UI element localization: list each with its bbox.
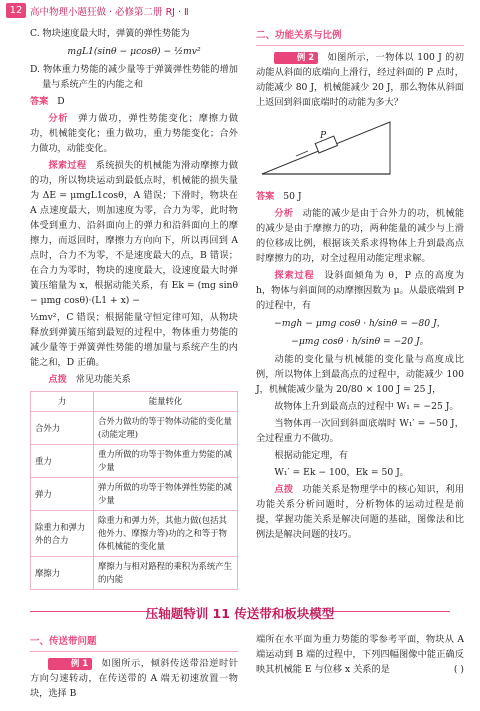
explore-text-2: ½mv²，C 错误；根据能量守恒定律可知，从物块释放到弹簧压缩到最短的过程中，物体重力势能的减少量等于弹簧弹性势能的增加量与系统产生的内能之和，D 正确。 [30, 312, 238, 368]
explore-paragraph [256, 268, 464, 313]
table-cell: 除重力和弹力外，其他力做(包括其他外力、摩擦力等)功的之和等于物体机械能的变化量 [94, 511, 238, 557]
explore-label: 探索过程 [274, 270, 315, 281]
bottom-section-title: 一、传送带问题 [30, 634, 238, 652]
bottom-example-paragraph [30, 656, 238, 701]
table-header-row [31, 392, 238, 412]
tip-text: 功能关系是物理学中的核心知识，利用功能关系分析问题时，分析物体的运动过程是前提，掌握功能关系是解决问题的基础，图像法和比例法是解决问题的技巧。 [256, 484, 465, 540]
option-d: D. 物体重力势能的减少量等于弹簧弹性势能的增加量与系统产生的内能之和 [30, 64, 238, 90]
table-row [31, 478, 238, 511]
analysis-paragraph [256, 206, 464, 266]
explore-text: 设斜面倾角为 θ，P 点的高度为 h，物体与斜面间的动摩擦因数为 μ。从最底端到 P 的过程中，有 [256, 270, 465, 311]
block-group [315, 136, 337, 153]
table-row [31, 412, 238, 445]
chapter-banner [0, 600, 480, 624]
analysis-label: 分析 [48, 113, 69, 124]
tip-line [30, 372, 238, 387]
table-cell: 合外力 [31, 412, 94, 445]
tip-paragraph [256, 482, 464, 542]
table-cell: 重力所做的功等于物体重力势能的减少量 [94, 445, 238, 478]
answer-line [256, 189, 464, 204]
tip-label: 点拨 [274, 484, 294, 495]
bottom-example-text: 如图所示，倾斜传送带沿逆时针方向匀速转动，在传送带的 A 端无初速放置一物块，选择 B [30, 658, 239, 699]
option-c-formula: mgL1(sinθ − μcosθ) − ½mv² [67, 46, 201, 57]
table-cell: 重力 [31, 445, 94, 478]
table-header: 能量转化 [94, 392, 238, 412]
example-text: 如图所示，一物体以 100 J 的初动能从斜面的底端向上滑行，经过斜面的 P 点时，动能减少 80 J，机械能减少 20 J，那么物体从斜面上返回到斜面底端时的动能为多大？ [256, 52, 464, 108]
incline-diagram [256, 116, 396, 180]
bottom-left-column [30, 632, 238, 703]
answer-value: 50 J [283, 191, 302, 202]
equation-2: −μmg cosθ · h/sinθ = −20 J。 [291, 336, 429, 347]
analysis-text: 弹力做功，弹性势能变化；摩擦力做功，机械能变化；重力做功，重力势能变化；合外力做功，动能变化。 [30, 113, 239, 154]
answer-value: D [57, 96, 65, 107]
table-cell: 合外力做功的等于物体动能的变化量(动能定理) [94, 412, 238, 445]
table-row [31, 511, 238, 557]
banner-title: 压轴题特训 11 传送带和板块模型 [145, 606, 335, 621]
table-cell: 弹力 [31, 478, 94, 511]
theorem-line: 根据动能定理，有 [274, 450, 348, 461]
series-title: 高中物理小题狂做 · 必修第二册 RJ · Ⅱ [30, 7, 189, 18]
table-row [31, 557, 238, 590]
left-column [30, 26, 238, 590]
sliding-block [315, 136, 337, 153]
page-number: 12 [6, 3, 26, 18]
table-cell: 除重力和弹力外的合力 [31, 511, 94, 557]
table-cell: 摩擦力与相对路程的乘积为系统产生的内能 [94, 557, 238, 590]
answer-parentheses: ( ) [453, 664, 464, 675]
bottom-continuation [256, 632, 464, 677]
page-header [0, 0, 480, 22]
bottom-right-column [256, 632, 464, 679]
tip-label: 点拨 [48, 374, 67, 385]
answer-line [30, 94, 238, 109]
table-cell: 摩擦力 [31, 557, 94, 590]
answer-label: 答案 [256, 191, 275, 202]
explore-paragraph [30, 158, 238, 308]
answer-label: 答案 [30, 96, 49, 107]
explore-text-1: 系统损失的机械能为滑动摩擦力做的功，所以物块运动到最低点时，机械能的损失量为 ΔE = μmgL1cosθ，A 错误；下滑时，物块在 A 点速度最大，则加速度为零，合力为零，此时物体受到重力、沿斜面向上的弹力和沿斜面向上的摩擦力，而返回时，摩擦力方向向下，所以再回到 A 点时，合力不为零，不是速度最大的点，B 错误；在合力为零时，物块的速度最大，设速度最大时弹簧压缩量为 x，根据动能关系，有 Ek = (mg sinθ − μmg cosθ)·(L1 + x) − [30, 160, 239, 306]
table-row [31, 445, 238, 478]
bottom-example-badge: 例 1 [48, 658, 92, 670]
ratio-paragraph: 动能的变化量与机械能的变化量与高度成比例，所以物体上到最高点的过程中，动能减少 100 J，机械能减少量为 20/80 × 100 J = 25 J， [256, 354, 464, 395]
table-cell: 弹力所做的功等于物体弹性势能的减少量 [94, 478, 238, 511]
explore-label: 探索过程 [48, 160, 87, 171]
example-badge: 例 2 [274, 52, 318, 64]
table-header: 力 [31, 392, 94, 412]
work-total-line: 当物体再一次回到斜面底端时 W₁′ = −50 J，全过程重力不做功。 [256, 418, 464, 444]
bottom-continuation-text: 端所在水平面为重力势能的零参考平面，物块从 A 端运动到 B 端的过程中，下列四幅图像中能正确反映其机械能 E 与位移 x 关系的是 [256, 634, 464, 675]
analysis-label: 分析 [274, 208, 294, 219]
analysis-text: 动能的减少是由于合外力的功，机械能的减少是由于摩擦力的功，两种能量的减少与上滑的位移成比例，根据该关系求得物体上升到最高点时摩擦力的功，对全过程用动能定理求解。 [256, 208, 465, 264]
right-column [256, 26, 464, 544]
option-c: C. 物块速度最大时，弹簧的弹性势能为 [30, 28, 190, 39]
equation-1: −mgh − μmg cosθ · h/sinθ = −80 J， [274, 318, 446, 329]
work-up-line: 故物体上升到最高点的过程中 W₁ = −25 J。 [274, 401, 459, 412]
tip-text: 常见功能关系 [75, 374, 131, 385]
point-p-mark [296, 151, 308, 156]
equation-3: W₁′ = Ek − 100，Ek = 50 J。 [274, 467, 409, 478]
point-p-label: P [320, 131, 327, 141]
energy-relation-table [30, 391, 238, 590]
section-title: 二、功能关系与比例 [256, 28, 464, 46]
analysis-paragraph [30, 111, 238, 156]
example-paragraph [256, 50, 464, 110]
